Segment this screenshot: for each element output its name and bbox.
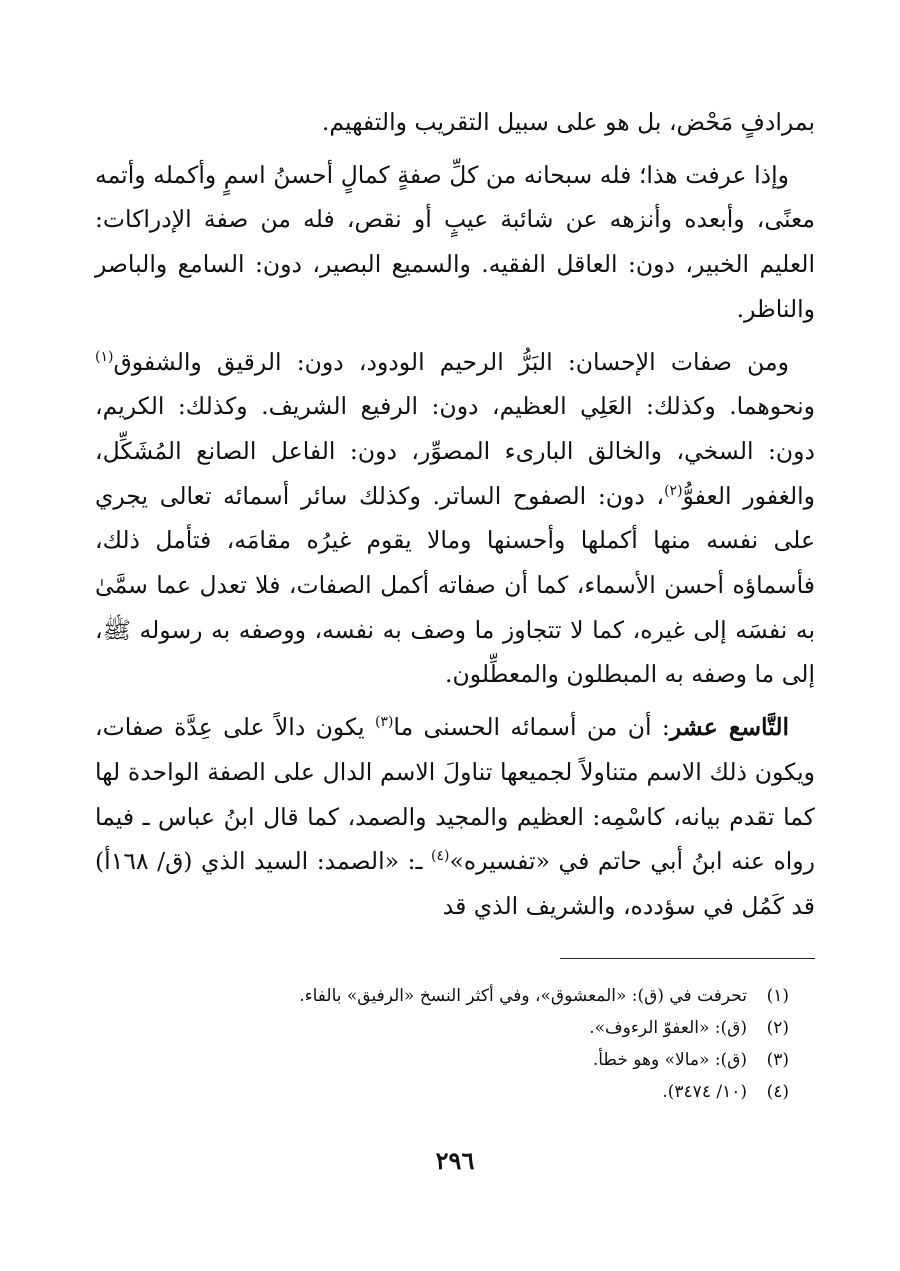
paragraph-text: ومن صفات الإحسان: البَرُّ الرحيم الودود، دون: الرقيق والشفوق [113,347,789,376]
paragraph-2 [95,153,815,332]
footnote-item [95,1076,815,1108]
paragraph-text: ونحوهما. وكذلك: العَلِي العظيم، دون: الرفيع الشريف. وكذلك: الكريم، دون: السخي، والخالق البارىء المصوِّر، دون: الفاعل الصانع المُشَكِّل، والغفور العفوُّ [95,392,815,510]
footnote-ref-4[interactable]: (٤) [430,848,450,865]
footnote-ref-2[interactable]: (٢) [664,482,683,499]
footnote-number: (٢) [766,1018,789,1038]
paragraph-text: يكون دالاً على عِدَّة صفات، ويكون ذلك الاسم متناولاً لجميعها تناولَ الاسم الدال على الصفة الواحدة لها كما تقدم بيانه، كاسْمِه: العظيم والمجيد والصمد، كما قال ابنُ عباس ـ فيما رواه عنه ابنُ أبي حاتم في «تفسيره» [95,713,815,876]
paragraph-text: ، دون: الصفوح الساتر. وكذلك سائر أسمائه تعالى يجري على نفسه منها أكملها وأحسنها ومالا يقوم غيرُه مقامَه، فتأمل ذلك، فأسماؤه أحسن الأسماء، كما أن صفاته أكمل الصفات، فلا تعدل عما سمَّىٰ به نفسَه إلى غيره، كما لا تتجاوز ما وصف به نفسه، ووصفه به رسوله ﷺ، إلى ما وصفه به المبطلون والمعطِّلون. [95,481,815,689]
footnote-ref-3[interactable]: (٣) [374,714,394,731]
footnote-number: (٣) [766,1050,789,1070]
section-heading: التَّاسع عشر [669,713,790,742]
paragraph-4 [95,705,815,929]
footnotes [95,980,815,1108]
paragraph-text: بمرادفٍ مَحْض، بل هو على سبيل التقريب والتفهيم. [321,108,815,136]
paragraph-3 [95,340,815,698]
footnote-text: (ق): «العفوّ الرءوف». [589,1018,747,1038]
footnote-separator [560,958,815,959]
footnote-text: (ق): «مالا» وهو خطأ. [592,1050,747,1070]
paragraph-1 [95,100,815,145]
footnote-ref-1[interactable]: (١) [95,348,114,365]
footnote-item [95,1012,815,1044]
footnote-item [95,1044,815,1076]
footnote-item [95,980,815,1012]
footnote-number: (٤) [766,1082,789,1102]
main-text [95,100,815,929]
book-page [95,100,815,1180]
page-number: ٢٩٦ [435,1146,475,1175]
footnote-text: تحرفت في (ق): «المعشوق»، وفي أكثر النسخ «الرفيق» بالفاء. [299,986,747,1006]
paragraph-text: وإذا عرفت هذا؛ فله سبحانه من كلِّ صفةٍ كمالٍ أحسنُ اسمٍ وأكمله وأتمه معنًى، وأبعده وأنزهه عن شائبة عيبٍ أو نقص، فله من صفة الإدراكات: العليم الخبير، دون: العاقل الفقيه. والسميع البصير، دون: السامع والباصر والناظر. [95,160,815,323]
footnote-text: (١٠/ ٣٤٧٤). [662,1082,747,1102]
paragraph-text: ـ: «الصمد: السيد الذي (ق/ ١٦٨أ) قد كَمُل في سؤدده، والشريف الذي قد [95,847,815,920]
footnote-number: (١) [766,986,789,1006]
paragraph-text: : أن من أسمائه الحسنى ما [393,713,670,742]
